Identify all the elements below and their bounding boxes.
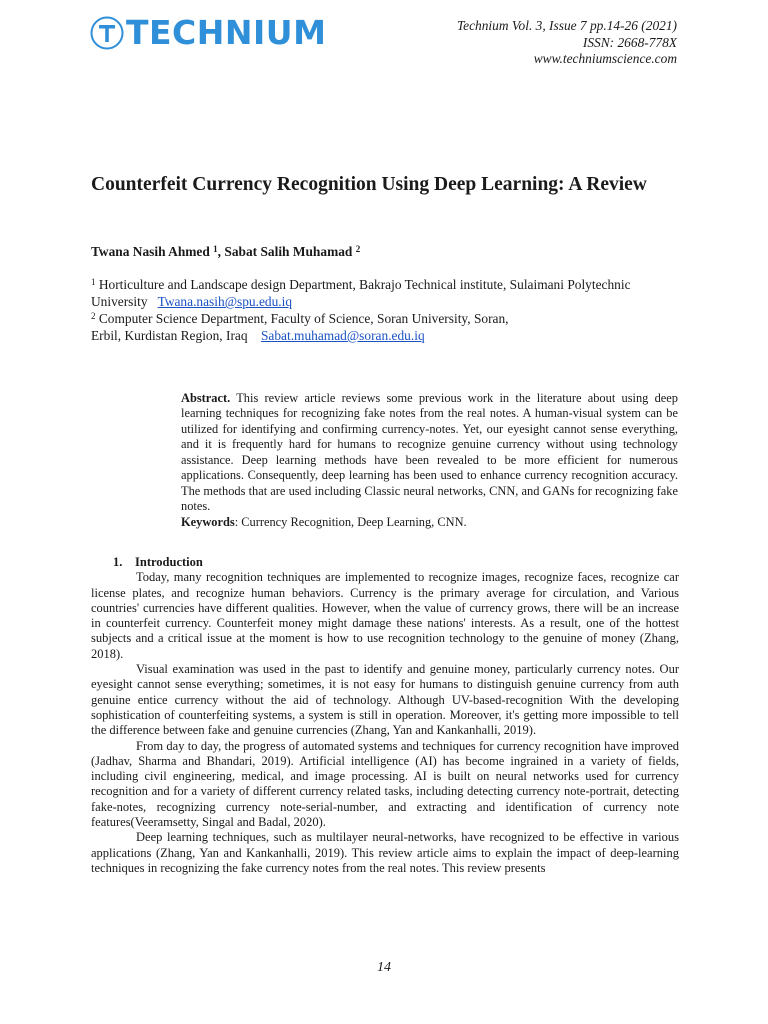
affiliation-1 [91, 276, 681, 293]
affiliation-1-cont [91, 293, 681, 310]
page-number: 14 [377, 960, 391, 975]
affiliation-text: Erbil, Kurdistan Region, Iraq [91, 328, 248, 343]
author-affiliation-mark: 2 [355, 244, 361, 254]
author-email-link[interactable]: Twana.nasih@spu.edu.iq [157, 294, 293, 309]
keywords [181, 515, 678, 530]
body-paragraph: Today, many recognition techniques are implemented to recognize images, recognize faces, recognize car license plates, and recognize human behaviors. Currency is the primary average for circulation, and Various countries' currencies have different qualities. However, when the value of currency grows, there will be an increase in counterfeit currency. Counterfeit money might damage these nations' interests. As a result, one of the hottest subjects and a critical issue at the moment is how to use recognition technology to the genuine of money (Zhang, 2018). [91, 570, 679, 661]
journal-issn: ISSN: 2668-778X [582, 34, 677, 50]
logo-text: TECHNIUM [126, 13, 327, 52]
section-heading [113, 555, 679, 570]
author-separator: , [217, 244, 225, 259]
affiliation-text: Horticulture and Landscape design Department, Bakrajo Technical institute, Sulaimani Polytechnic [98, 277, 631, 292]
abstract-label: Abstract. [181, 391, 231, 405]
paper-title: Counterfeit Currency Recognition Using Deep Learning: A Review [91, 174, 647, 195]
abstract-text: This review article reviews some previous work in the literature about using deep learning techniques for recognizing fake notes from the real notes. A human-visual system can be utilized for identifying and confirming currency-notes. Yet, our eyesight cannot sense everything, and it is frequently hard for humans to recognize genuine currency without using technology assistance. Deep learning methods have been revealed to be more efficient for numerous applications. Consequently, deep learning has been used to enhance currency recognition accuracy. The methods that are used including Classic neural networks, CNN, and GANs for recognizing fake notes. [181, 391, 678, 514]
affiliation-mark: 2 [91, 311, 96, 321]
keywords-text: : Currency Recognition, Deep Learning, CNN. [234, 514, 467, 529]
author-list [91, 244, 360, 260]
journal-info [457, 18, 677, 68]
affiliation-2 [91, 310, 681, 327]
abstract-paragraph [181, 391, 678, 515]
keywords-label: Keywords [181, 514, 235, 529]
journal-volume: Technium Vol. 3, Issue 7 pp.14-26 (2021) [456, 18, 677, 33]
section-number: 1. [113, 555, 123, 569]
body-paragraph: Visual examination was used in the past to identify and genuine money, particularly currency notes. Our eyesight cannot sense everything; sometimes, it is not easy for humans to distinguish genuine currency from auth genuine entice currency without the aid of technology. Although UV-based-recognition With the developing sophistication of counterfeiting systems, a system is still in operation. Moreover, it's getting more impossible to tell the difference between fake and genuine currencies (Zhang, Yan and Kankanhalli, 2019). [91, 662, 679, 738]
body-paragraph: From day to day, the progress of automated systems and techniques for currency recognition have improved (Jadhav, Sharma and Bhandari, 2019). Artificial intelligence (AI) has become ingrained in a variety of fields, including civil engineering, medical, and image processing. AI is built on neural networks used for currency recognition and for a variety of different currency related tasks, including detecting currency note-portrait, detecting fake-notes, recognizing currency note-serial-number, and extracting and identification of currency note features(Veeramsetty, Singal and Badal, 2020). [91, 738, 679, 830]
author-name: Sabat Salih Muhamad [224, 244, 353, 259]
affiliations [91, 276, 681, 344]
affiliation-2-cont [91, 327, 681, 344]
abstract [181, 391, 678, 530]
main-body [91, 555, 679, 876]
author-email-link[interactable]: Sabat.muhamad@soran.edu.iq [260, 328, 425, 343]
journal-website[interactable]: www.techniumscience.com [533, 51, 677, 66]
author-name: Twana Nasih Ahmed [91, 244, 210, 259]
section-title: Introduction [135, 555, 203, 569]
affiliation-text: Computer Science Department, Faculty of Science, Soran University, Soran, [98, 311, 509, 326]
journal-logo [90, 13, 327, 52]
body-paragraph: Deep learning techniques, such as multilayer neural-networks, have recognized to be effective in various applications (Zhang, Yan and Kankanhalli, 2019). This review article aims to explain the impact of deep-learning techniques in recognizing the fake currency notes from the real notes. This review presents [91, 830, 679, 875]
affiliation-text: University [91, 294, 148, 309]
author-affiliation-mark: 1 [213, 244, 218, 254]
affiliation-mark: 1 [91, 277, 96, 287]
technium-logo-icon [90, 16, 124, 50]
